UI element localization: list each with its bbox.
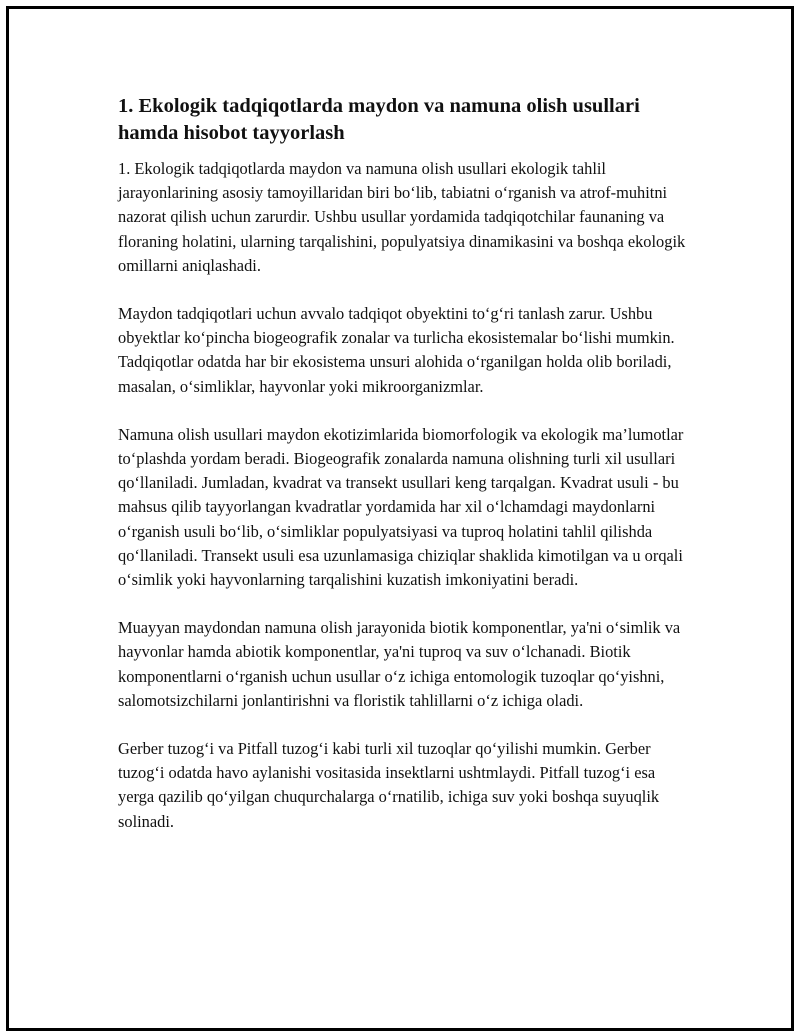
document-body — [118, 93, 690, 858]
paragraph-2: Maydon tadqiqotlari uchun avvalo tadqiqot obyektini to‘g‘ri tanlash zarur. Ushbu obyektlar ko‘pincha biogeografik zonalar va turlicha ekosistemalar bo‘lishi mumkin. Tadqiqotlar odatda har bir ekosistema unsuri alohida o‘rganilgan holda olib boriladi, masalan, o‘simliklar, hayvonlar yoki mikroorganizmlar. — [118, 304, 675, 396]
paragraph-3: Namuna olish usullari maydon ekotizimlarida biomorfologik va ekologik ma’lumotlar to‘plashda yordam beradi. Biogeografik zonalarda namuna olishning turli xil usullari qo‘llaniladi. Jumladan, kvadrat va transekt usullari keng tarqalgan. Kvadrat usuli - bu mahsus qilib tayyorlangan kvadratlar yordamida har xil o‘lchamdagi maydonlarni o‘rganish usuli bo‘lib, o‘simliklar populyatsiyasi va tuproq holatini tahlil qilishda qo‘llaniladi. Transekt usuli esa uzunlamasiga chiziqlar shaklida kimotilgan va u orqali o‘simlik yoki hayvonlarning tarqalishini kuzatish imkoniyatini beradi. — [118, 424, 684, 590]
paragraph-4: Muayyan maydondan namuna olish jarayonida biotik komponentlar, ya'ni o‘simlik va hayvonlar hamda abiotik komponentlar, ya'ni tuproq va suv o‘lchanadi. Biotik komponentlarni o‘rganish uchun usullar o‘z ichiga entomologik tuzoqlar qo‘yishni, salomotsizchilarni jonlantirishni va floristik tahlillarni o‘z ichiga oladi. — [118, 618, 681, 710]
document-title: 1. Ekologik tadqiqotlarda maydon va namuna olish usullari hamda hisobot tayyorlash — [118, 95, 640, 144]
paragraph-1: 1. Ekologik tadqiqotlarda maydon va namuna olish usullari ekologik tahlil jarayonlarining asosiy tamoyillaridan biri bo‘lib, tabiatni o‘rganish va atrof-muhitni nazorat qilish uchun zarurdir. Ushbu usullar yordamida tadqiqotchilar faunaning va floraning holatini, ularning tarqalishini, populyatsiya dinamikasini va boshqa ekologik omillarni aniqlashadi. — [118, 159, 686, 275]
paragraph-5: Gerber tuzog‘i va Pitfall tuzog‘i kabi turli xil tuzoqlar qo‘yilishi mumkin. Gerber tuzog‘i odatda havo aylanishi vositasida insektlarni ushtmlaydi. Pitfall tuzog‘i esa yerga qazilib qo‘yilgan chuqurchalarga o‘rnatilib, ichiga suv yoki boshqa suyuqlik solinadi. — [118, 739, 660, 831]
